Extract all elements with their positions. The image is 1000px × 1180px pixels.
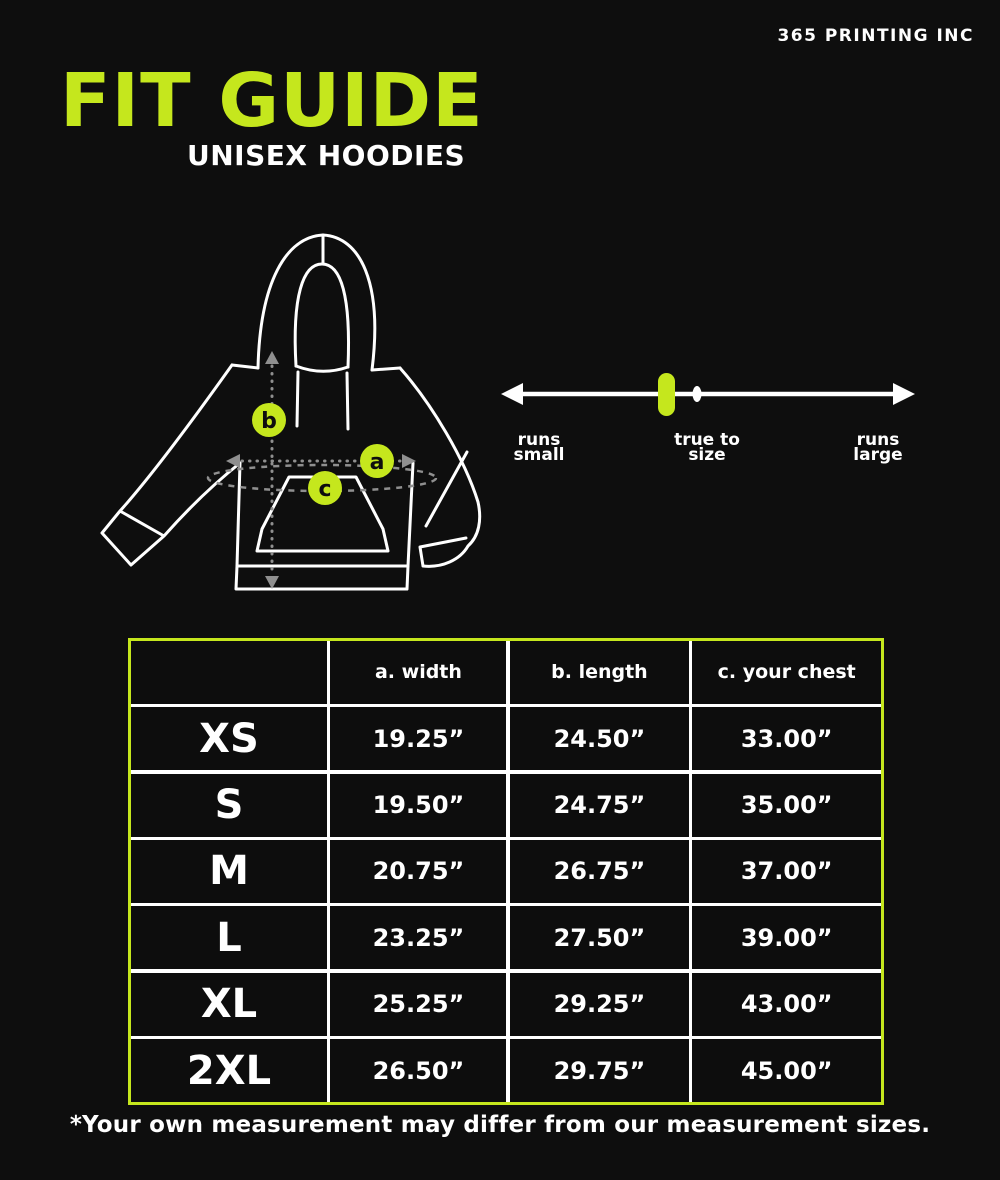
value-cell: 43.00” [692, 973, 881, 1036]
scale-arrow-right [893, 383, 915, 405]
value-cell: 35.00” [692, 774, 881, 837]
hood-opening [295, 264, 348, 367]
size-label: S [131, 774, 327, 837]
drawstring-right [347, 373, 348, 429]
table-header-width: a. width [330, 641, 506, 704]
marker-c-label: c [318, 477, 332, 502]
scale-arrow-left [501, 383, 523, 405]
value-cell: 24.75” [510, 774, 689, 837]
scale-label-line: size [688, 445, 726, 465]
value-cell: 29.75” [510, 1039, 689, 1102]
hem-band [236, 566, 408, 589]
hoodie-diagram [90, 220, 490, 600]
scale-label-line: large [853, 445, 903, 465]
value-cell: 39.00” [692, 906, 881, 969]
page-subtitle: UNISEX HOODIES [187, 139, 466, 172]
size-label: XL [131, 973, 327, 1036]
value-cell: 37.00” [692, 840, 881, 903]
table-header-length: b. length [510, 641, 689, 704]
scale-label-line: runs [856, 430, 900, 450]
marker-b-label: b [261, 409, 277, 434]
right-shoulder-seam [372, 368, 400, 370]
value-cell: 45.00” [692, 1039, 881, 1102]
scale-dot [693, 386, 702, 402]
value-cell: 33.00” [692, 707, 881, 770]
arrowhead-up [265, 351, 279, 364]
value-cell: 20.75” [330, 840, 506, 903]
brand-name: 365 PRINTING INC [777, 26, 974, 46]
value-cell: 23.25” [330, 906, 506, 969]
table-header-size [131, 641, 327, 704]
value-cell: 19.50” [330, 774, 506, 837]
hood-outline [258, 235, 375, 370]
size-label: XS [131, 707, 327, 770]
table-header-chest: c. your chest [692, 641, 881, 704]
scale-label-line: runs [517, 430, 561, 450]
fit-scale [498, 360, 918, 424]
drawstring-left [297, 372, 298, 426]
left-sleeve [102, 365, 240, 565]
page-title: FIT GUIDE [60, 58, 484, 144]
footnote: *Your own measurement may differ from our measurement sizes. [69, 1112, 931, 1138]
size-label: L [131, 906, 327, 969]
neckline [296, 366, 348, 371]
size-label: M [131, 840, 327, 903]
value-cell: 24.50” [510, 707, 689, 770]
value-cell: 26.50” [330, 1039, 506, 1102]
value-cell: 29.25” [510, 973, 689, 1036]
scale-label-true-to-size [645, 430, 769, 465]
scale-marker [658, 373, 675, 416]
left-shoulder-seam [232, 365, 258, 368]
size-table [128, 638, 884, 1105]
scale-label-runs-small [477, 430, 601, 465]
scale-label-runs-large [816, 430, 940, 465]
scale-label-line: true to [674, 430, 740, 450]
value-cell: 19.25” [330, 707, 506, 770]
value-cell: 25.25” [330, 973, 506, 1036]
size-label: 2XL [131, 1039, 327, 1102]
scale-label-line: small [513, 445, 565, 465]
arrowhead-down [265, 576, 279, 589]
marker-a-label: a [369, 450, 385, 475]
value-cell: 27.50” [510, 906, 689, 969]
value-cell: 26.75” [510, 840, 689, 903]
arrowhead-left [226, 454, 240, 468]
